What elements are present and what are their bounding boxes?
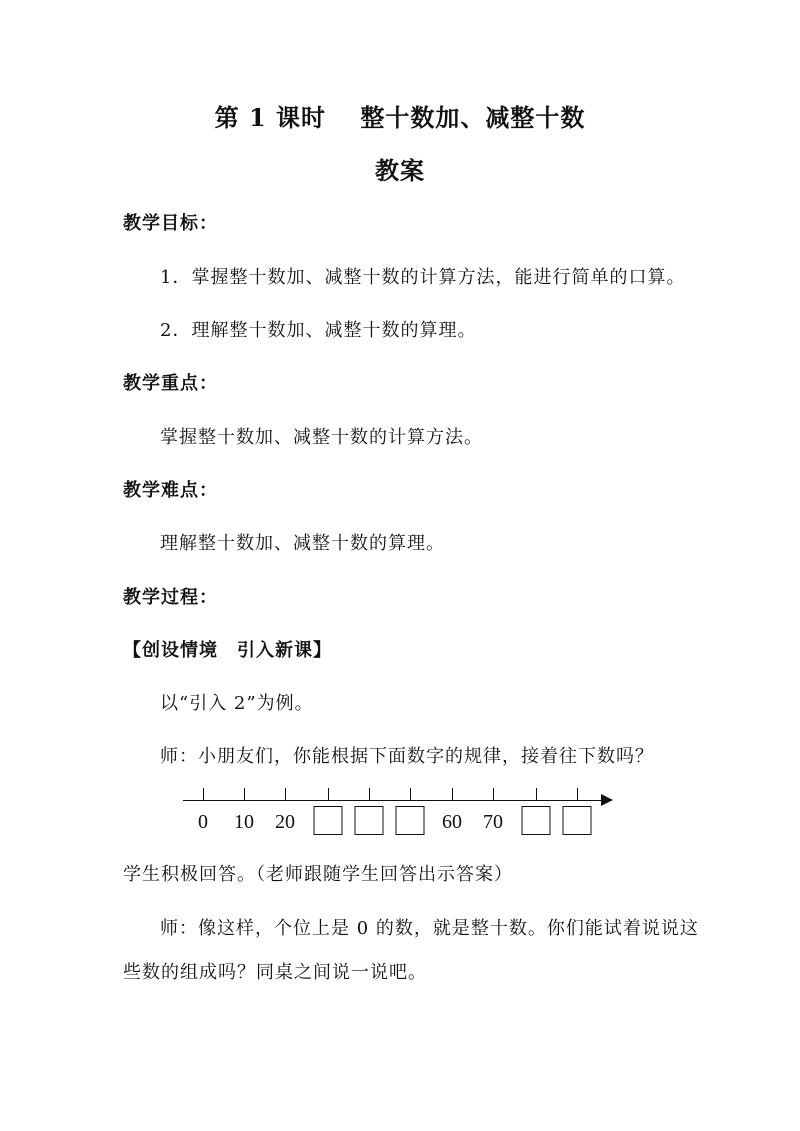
blank-answer-box xyxy=(355,806,384,835)
number-line xyxy=(183,788,623,844)
key-points-text: 掌握整十数加、减整十数的计算方法。 xyxy=(160,427,483,448)
number-line-tick xyxy=(536,788,537,800)
blank-answer-box xyxy=(314,806,343,835)
student-answer: 学生积极回答。（老师跟随学生回答出示答案） xyxy=(123,864,513,885)
difficulty-heading: 教学难点： xyxy=(123,480,218,501)
number-line-tick xyxy=(203,788,204,800)
number-line-label: 60 xyxy=(442,811,462,833)
goal-item-1: 1．掌握整十数加、减整十数的计算方法，能进行简单的口算。 xyxy=(160,267,686,288)
blank-answer-box xyxy=(522,806,551,835)
blank-answer-box xyxy=(396,806,425,835)
number-line-tick xyxy=(369,788,370,800)
teacher-question: 师：小朋友们，你能根据下面数字的规律，接着往下数吗？ xyxy=(160,746,654,767)
number-line-tick xyxy=(452,788,453,800)
process-heading: 教学过程： xyxy=(123,587,218,608)
arrow-right-icon xyxy=(601,794,613,806)
page-title: 第 1 课时 整十数加、减整十数 xyxy=(214,103,586,132)
teacher-explanation-line-1: 师：像这样，个位上是 0 的数，就是整十数。你们能试着说说这 xyxy=(160,918,699,939)
number-line-tick xyxy=(285,788,286,800)
intro-line: 以“引入 2”为例。 xyxy=(160,693,314,714)
goal-item-2: 2．理解整十数加、减整十数的算理。 xyxy=(160,320,477,341)
blank-answer-box xyxy=(563,806,592,835)
teacher-explanation-line-2: 些数的组成吗？同桌之间说一说吧。 xyxy=(123,962,427,983)
number-line-tick xyxy=(410,788,411,800)
number-line-tick xyxy=(577,788,578,800)
number-line-tick xyxy=(244,788,245,800)
number-line-label: 10 xyxy=(234,811,254,833)
number-line-label: 70 xyxy=(483,811,503,833)
difficulty-text: 理解整十数加、减整十数的算理。 xyxy=(160,533,445,554)
number-line-tick xyxy=(493,788,494,800)
page-subtitle: 教案 xyxy=(375,156,425,185)
key-points-heading: 教学重点： xyxy=(123,373,218,394)
number-line-label: 20 xyxy=(275,811,295,833)
stage-heading: 【创设情境 引入新课】 xyxy=(123,640,332,661)
number-line-axis xyxy=(183,800,603,801)
goals-heading: 教学目标： xyxy=(123,213,218,234)
number-line-label: 0 xyxy=(198,811,208,833)
number-line-tick xyxy=(328,788,329,800)
